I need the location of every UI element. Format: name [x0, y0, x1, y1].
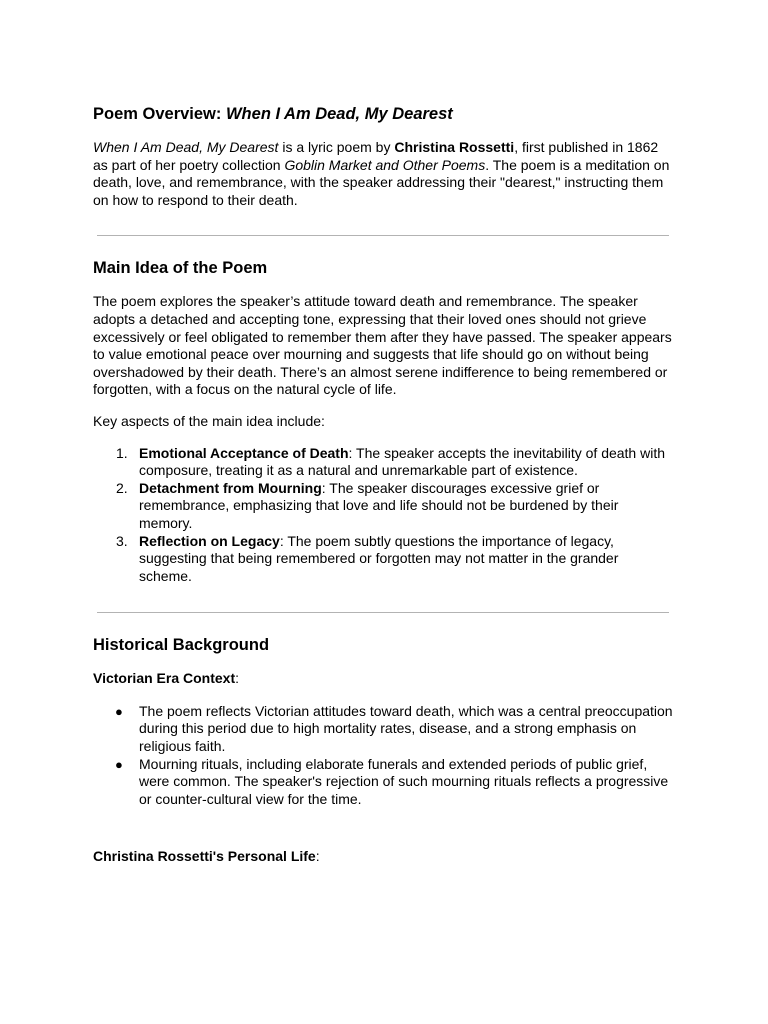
document-content [93, 104, 675, 866]
history-heading: Historical Background [93, 636, 270, 655]
list-item [93, 756, 675, 809]
aspect-title: Reflection on Legacy [139, 532, 280, 549]
overview-text-a: is a lyric poem by [278, 139, 395, 155]
poem-title-italic: When I Am Dead, My Dearest [93, 139, 279, 155]
aspect-title: Emotional Acceptance of Death [139, 444, 349, 461]
list-item [93, 533, 675, 586]
list-number: 3. [116, 532, 128, 549]
victorian-label-colon: : [235, 670, 240, 687]
bullet-icon: ● [115, 703, 123, 719]
main-idea-heading: Main Idea of the Poem [93, 259, 268, 278]
personal-life-label-text: Christina Rossetti's Personal Life [93, 848, 316, 865]
aspect-text: : The speaker discourages excessive grief or remembrance, emphasizing that love and life should not be burdened by their memory. [139, 479, 619, 531]
victorian-label-text: Victorian Era Context [93, 670, 236, 687]
personal-life-label [93, 848, 675, 866]
main-idea-paragraph: The poem explores the speaker’s attitude toward death and remembrance. The speaker adopts a detached and accepting tone, expressing that their loved ones should not grieve excessively or feel obligated to remember them after they have passed. The speaker appears to value emotional peace over mourning and suggests that life should go on without being overshadowed by their death. There’s an almost serene indifference to being remembered or forgotten, with a focus on the natural cycle of life. [93, 293, 672, 398]
aspect-text: : The poem subtly questions the importance of legacy, suggesting that being remembered or forgotten may not matter in the grander scheme. [139, 532, 619, 584]
key-aspects-list [93, 445, 675, 586]
bullet-text: The poem reflects Victorian attitudes toward death, which was a central preoccupation during this period due to high mortality rates, disease, and a strong emphasis on religious faith. [139, 702, 673, 755]
list-item [93, 480, 675, 533]
list-number: 1. [116, 444, 128, 461]
overview-heading [93, 104, 675, 124]
overview-paragraph [93, 139, 675, 209]
section-divider [97, 612, 669, 613]
aspect-title: Detachment from Mourning [139, 479, 322, 496]
overview-heading-prefix: Poem Overview: [93, 105, 226, 123]
author-name: Christina Rossetti [394, 139, 515, 155]
list-item [93, 445, 675, 480]
section-divider [97, 235, 669, 236]
personal-life-label-colon: : [315, 848, 320, 865]
aspect-text: : The speaker accepts the inevitability of death with composure, treating it as a natural and unremarkable part of existence. [139, 444, 666, 479]
overview-heading-title: When I Am Dead, My Dearest [225, 105, 453, 123]
collection-title: Goblin Market and Other Poems [284, 156, 486, 173]
bullet-icon: ● [115, 756, 123, 772]
list-number: 2. [116, 479, 128, 496]
list-item [93, 703, 675, 756]
victorian-bullet-list [93, 703, 675, 809]
overview-text-c: . The poem is a meditation on death, love, and remembrance, with the speaker addressing their "dearest," instructing them on how to respond to their death. [93, 156, 670, 208]
overview-text-b: , first published in 1862 as part of her poetry collection [93, 139, 659, 173]
bullet-text: Mourning rituals, including elaborate funerals and extended periods of public grief, were common. The speaker's rejection of such mourning rituals reflects a progressive or counter-cultural view for the time. [139, 755, 669, 807]
key-aspects-intro: Key aspects of the main idea include: [93, 412, 325, 429]
victorian-label [93, 670, 675, 688]
